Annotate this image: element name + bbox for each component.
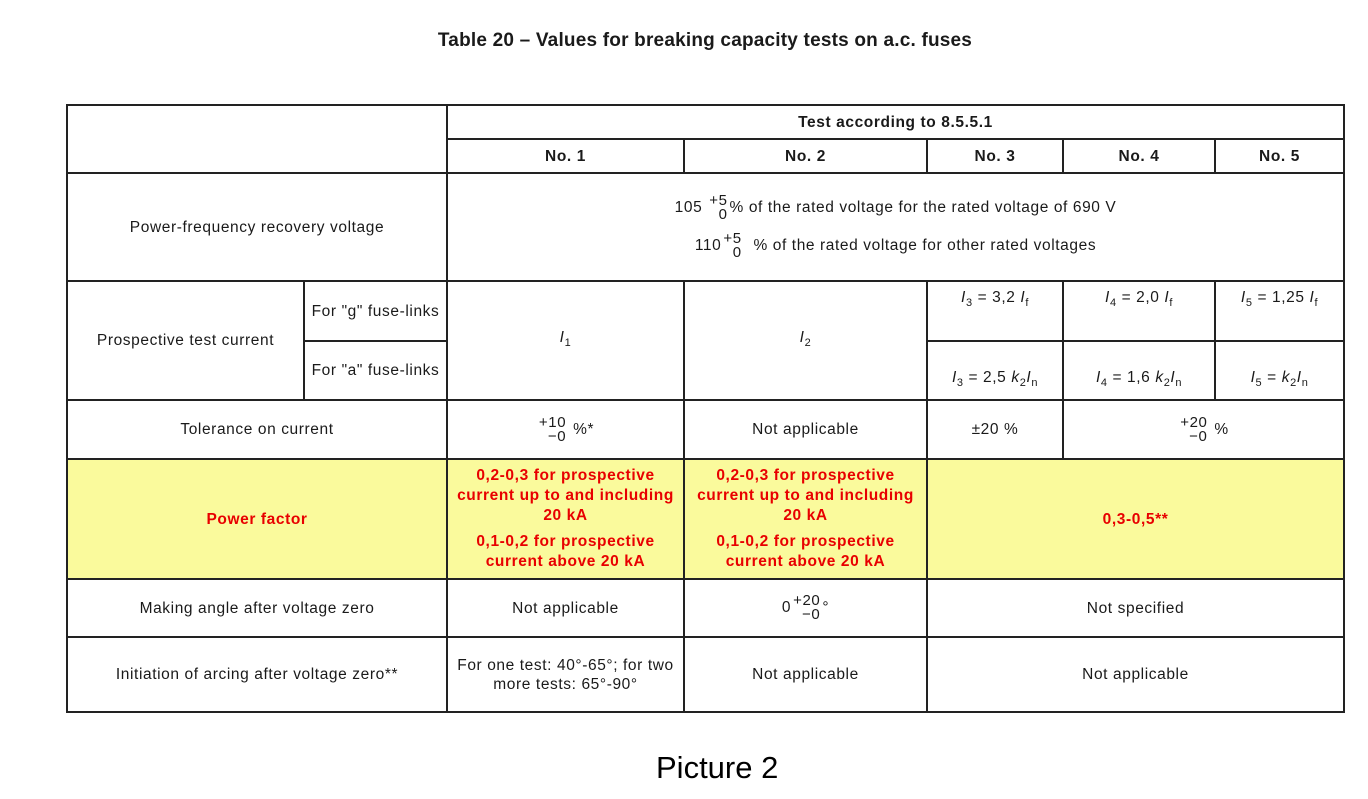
tolerance-label: Tolerance on current xyxy=(67,400,447,459)
arcing-no3-5: Not applicable xyxy=(927,637,1344,712)
tolerance-no4-5: +20 −0 % xyxy=(1063,400,1344,459)
prospective-current-row-g xyxy=(67,281,1344,341)
tolerance-stack: +10 −0 xyxy=(538,413,567,445)
prospective-current-no4-g: $I_4 = 2,0$ $I_f$ xyxy=(1063,281,1215,341)
tolerance-stack: +20 −0 xyxy=(793,592,821,623)
header-group-cell: Test according to 8.5.5.1 xyxy=(447,105,1344,139)
tolerance-stack: +5 0 xyxy=(723,230,742,261)
prospective-current-sub-a: For "a" fuse-links xyxy=(304,341,447,400)
making-angle-no2: 0 +20 −0 ° xyxy=(684,579,927,637)
prospective-current-no5-g: $I_5 = 1,25$ $I_f$ xyxy=(1215,281,1344,341)
header-empty-cell xyxy=(67,105,447,173)
arcing-no2: Not applicable xyxy=(684,637,927,712)
power-factor-row xyxy=(67,459,1344,579)
tolerance-row xyxy=(67,400,1344,459)
arcing-label: Initiation of arcing after voltage zero** xyxy=(67,637,447,712)
prospective-current-no3-a: $I_3 = 2,5$ $k_2I_n$ xyxy=(927,341,1063,400)
arcing-no1: For one test: 40°-65°; for two more tests: 65°-90° xyxy=(447,637,684,712)
header-test-4: No. 4 xyxy=(1063,139,1215,173)
header-test-2: No. 2 xyxy=(684,139,927,173)
recovery-voltage-line-other: 110 +5 0 % of the rated voltage for other rated voltages xyxy=(694,230,1097,261)
prospective-current-no2: $I_2$ xyxy=(684,281,927,400)
making-angle-label: Making angle after voltage zero xyxy=(67,579,447,637)
tolerance-no1: +10 −0 %* xyxy=(447,400,684,459)
recovery-voltage-line-690: 105 +5 0 % of the rated voltage for the rated voltage of 690 V xyxy=(674,192,1117,223)
prospective-current-label: Prospective test current xyxy=(67,281,304,400)
power-factor-no2: 0,2-0,3 for prospective current up to and including 20 kA 0,1-0,2 for prospective current above 20 kA xyxy=(684,459,927,579)
tolerance-no2: Not applicable xyxy=(684,400,927,459)
arcing-row xyxy=(67,637,1344,712)
tolerance-stack: +20 −0 xyxy=(1180,413,1208,445)
making-angle-row xyxy=(67,579,1344,637)
header-test-5: No. 5 xyxy=(1215,139,1344,173)
prospective-current-sub-g: For "g" fuse-links xyxy=(304,281,447,341)
making-angle-no3-5: Not specified xyxy=(927,579,1344,637)
prospective-current-no1: $I_1$ xyxy=(447,281,684,400)
tolerance-stack: +5 0 xyxy=(709,192,728,223)
power-factor-no1: 0,2-0,3 for prospective current up to and including 20 kA 0,1-0,2 for prospective current above 20 kA xyxy=(447,459,684,579)
power-factor-no3-5: 0,3-0,5** xyxy=(927,459,1344,579)
recovery-voltage-value xyxy=(447,173,1344,281)
making-angle-no1: Not applicable xyxy=(447,579,684,637)
prospective-current-no4-a: $I_4 = 1,6$ $k_2I_n$ xyxy=(1063,341,1215,400)
prospective-current-no3-g: $I_3 = 3,2$ $I_f$ xyxy=(927,281,1063,341)
header-test-1: No. 1 xyxy=(447,139,684,173)
tolerance-no3: ±20 % xyxy=(927,400,1063,459)
recovery-voltage-row xyxy=(67,173,1344,281)
table-title: Table 20 – Values for breaking capacity tests on a.c. fuses xyxy=(437,30,973,51)
picture-caption: Picture 2 xyxy=(656,750,779,785)
header-test-3: No. 3 xyxy=(927,139,1063,173)
recovery-voltage-label: Power-frequency recovery voltage xyxy=(67,173,447,281)
prospective-current-no5-a: $I_5 = k_2I_n$ xyxy=(1215,341,1344,400)
breaking-capacity-table xyxy=(66,104,1345,713)
power-factor-label: Power factor xyxy=(67,459,447,579)
header-group-row xyxy=(67,105,1344,139)
